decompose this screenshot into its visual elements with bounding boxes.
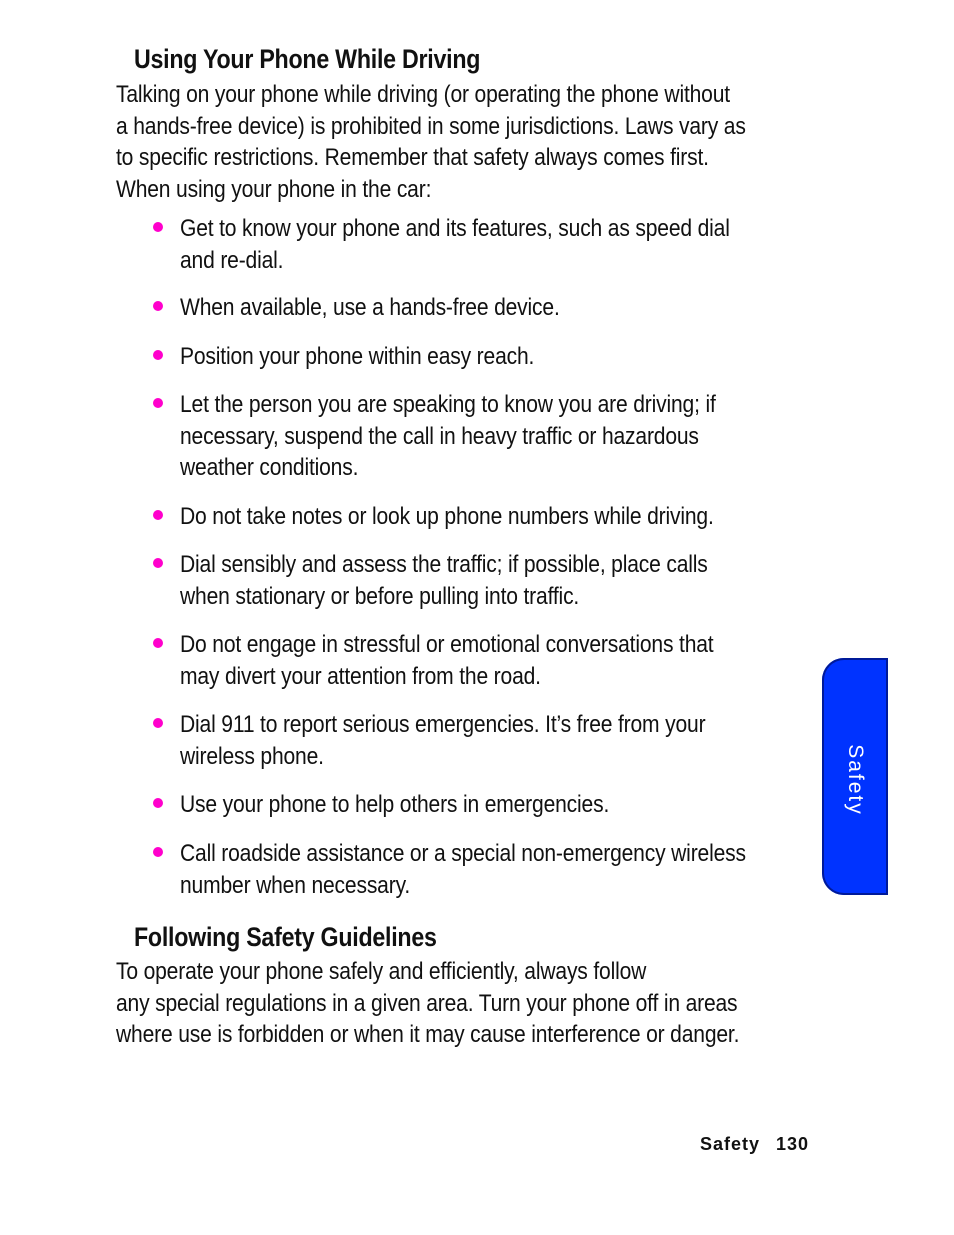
page-number: 130: [776, 1134, 810, 1154]
bullet-item: [180, 292, 560, 324]
text-line: where use is forbidden or when it may cause interference or danger.: [116, 1021, 740, 1048]
driving-intro-paragraph: [116, 79, 746, 205]
text-line: Let the person you are speaking to know you are driving; if: [180, 391, 716, 418]
bullet-item: [180, 389, 716, 484]
bullet-icon: [153, 718, 163, 728]
bullet-icon: [153, 558, 163, 568]
text-line: weather conditions.: [180, 454, 359, 481]
text-line: Get to know your phone and its features, such as speed dial: [180, 215, 730, 242]
text-line: number when necessary.: [180, 871, 411, 899]
text-line: Position your phone within easy reach.: [180, 343, 535, 370]
bullet-item: [180, 789, 609, 821]
footer-section-name: Safety: [700, 1134, 761, 1154]
text-line: Dial sensibly and assess the traffic; if possible, place calls: [180, 551, 708, 578]
bullet-item: [180, 213, 730, 276]
bullet-item: [180, 501, 714, 533]
text-line: When available, use a hands-free device.: [180, 294, 560, 321]
text-line: Call roadside assistance or a special non-emergency wireless: [180, 840, 746, 867]
text-line: any special regulations in a given area. Turn your phone off in areas: [116, 989, 738, 1017]
text-line: and re-dial.: [180, 246, 284, 274]
text-line: necessary, suspend the call in heavy traffic or hazardous: [180, 422, 699, 450]
section-heading-driving: Using Your Phone While Driving: [134, 44, 481, 74]
text-line: Use your phone to help others in emergencies.: [180, 791, 610, 818]
text-line: when stationary or before pulling into traffic.: [180, 582, 580, 610]
bullet-icon: [153, 301, 163, 311]
text-line: Do not engage in stressful or emotional conversations that: [180, 631, 714, 658]
text-line: a hands-free device) is prohibited in some jurisdictions. Laws vary as: [116, 112, 746, 140]
bullet-icon: [153, 638, 163, 648]
guidelines-paragraph: [116, 956, 739, 1051]
bullet-icon: [153, 510, 163, 520]
bullet-icon: [153, 847, 163, 857]
bullet-icon: [153, 398, 163, 408]
bullet-item: [180, 838, 746, 901]
bullet-icon: [153, 222, 163, 232]
bullet-item: [180, 341, 534, 373]
text-line: When using your phone in the car:: [116, 175, 432, 203]
bullet-item: [180, 709, 705, 772]
bullet-icon: [153, 798, 163, 808]
section-tab-label: Safety: [844, 744, 867, 816]
text-line: Dial 911 to report serious emergencies. It’s free from your: [180, 711, 706, 738]
text-line: Do not take notes or look up phone numbers while driving.: [180, 503, 714, 530]
bullet-icon: [153, 350, 163, 360]
section-heading-guidelines: Following Safety Guidelines: [134, 922, 437, 952]
text-line: to specific restrictions. Remember that safety always comes first.: [116, 144, 709, 171]
text-line: To operate your phone safely and efficiently, always follow: [116, 958, 647, 985]
text-line: may divert your attention from the road.: [180, 662, 541, 690]
text-line: Talking on your phone while driving (or operating the phone without: [116, 81, 730, 108]
bullet-item: [180, 629, 713, 692]
text-line: wireless phone.: [180, 742, 324, 770]
bullet-item: [180, 549, 708, 612]
page-footer: [700, 1134, 809, 1155]
